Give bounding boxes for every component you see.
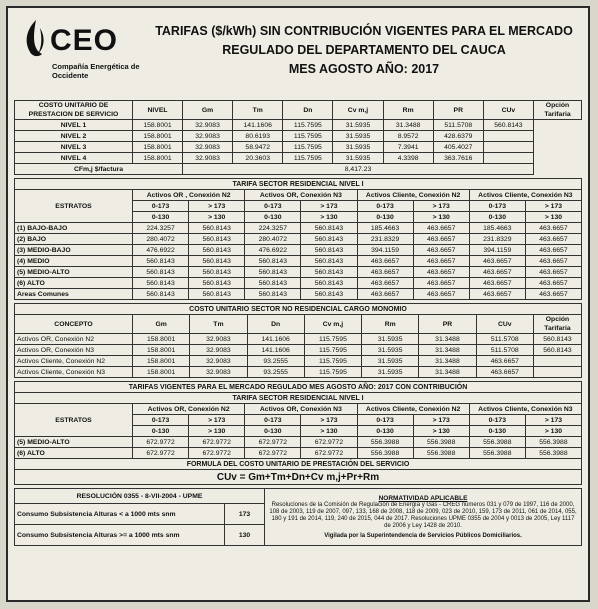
col-header: CUv [476,315,533,334]
section-title: TARIFA SECTOR RESIDENCIAL NIVEL I [15,179,582,190]
row-label: Activos Cliente, Conexión N3 [15,367,133,378]
table-row [15,278,582,289]
group-header: Activos OR , Conexión N2 [133,190,245,201]
table-row [15,131,582,142]
table-row [15,120,582,131]
table-row [15,223,582,234]
table-cell: 463.6657 [413,256,469,267]
table-cell: 463.6657 [413,234,469,245]
range-header: > 173 [525,201,581,212]
row-label: (6) ALTO [15,448,133,459]
table-cell: 560.8143 [301,256,357,267]
table-cell: 463.6657 [476,356,533,367]
row-label: NIVEL 4 [15,153,133,164]
table-cell: 224.3257 [133,223,189,234]
table-cell: 31.5935 [333,153,383,164]
table-cell: 672.9772 [133,448,189,459]
row-label: Areas Comunes [15,289,133,300]
table-cell: 560.8143 [301,278,357,289]
group-header: Activos OR, Conexión N3 [245,404,357,415]
table-cell: 560.8143 [189,223,245,234]
table-cell: 31.5935 [362,367,419,378]
table-cell: 463.6657 [525,223,581,234]
costo-unitario-table [14,100,582,175]
table-cell: 93.2555 [247,356,304,367]
range-header: 0-173 [245,415,301,426]
group-header: Activos Cliente, Conexión N3 [469,404,581,415]
table-cell: 31.3488 [419,367,476,378]
table-row [15,289,582,300]
formula-text: CUv = Gm+Tm+Dn+Cv m,j+Pr+Rm [15,470,582,485]
row-label: Activos OR, Conexión N3 [15,345,133,356]
table-cell: 463.6657 [525,289,581,300]
table-cell: 394.1159 [357,245,413,256]
range-header: > 130 [301,426,357,437]
table-cell: 428.6379 [433,131,483,142]
table-cell: 115.7595 [283,142,333,153]
table-cell: 394.1159 [469,245,525,256]
table-cell: 31.3488 [419,345,476,356]
footer-table [14,488,582,546]
table-cell: 141.1606 [233,120,283,131]
table-cell: 463.6657 [413,223,469,234]
range-header: > 130 [413,212,469,223]
con-contribucion-table [14,381,582,485]
table-cell: 560.8143 [245,289,301,300]
table-cell: 463.6657 [525,234,581,245]
col-header: Tm [190,315,247,334]
table-cell: 231.8329 [357,234,413,245]
table-cell: 560.8143 [133,267,189,278]
range-header: 0-173 [357,201,413,212]
table-cell: 463.6657 [525,256,581,267]
row-label: NIVEL 2 [15,131,133,142]
col-header: Rm [383,101,433,120]
col-header: Rm [362,315,419,334]
table-cell: 560.8143 [301,234,357,245]
t4-body [15,437,582,459]
table-cell: 560.8143 [133,256,189,267]
cf-row [15,164,582,175]
consumo-value-1: 173 [225,504,265,525]
table-cell: 7.3941 [383,142,433,153]
col-header: Cv m,j [304,315,361,334]
estratos-header: ESTRATOS [15,404,133,437]
table-cell: 31.5935 [333,142,383,153]
ceo-logo [22,18,140,98]
table-cell: 32.9083 [183,120,233,131]
table-cell: 556.3988 [525,448,581,459]
section-title: TARIFAS VIGENTES PARA EL MERCADO REGULADO MES AGOSTO AÑO: 2017 CON CONTRIBUCIÓN [15,382,582,393]
table-row [15,153,582,164]
table-row [15,345,582,356]
col-header: Gm [183,101,233,120]
table-cell [483,153,533,164]
table-cell: 463.6657 [413,289,469,300]
range-header: > 173 [301,415,357,426]
table-cell: 476.6922 [133,245,189,256]
table-cell: 560.8143 [133,278,189,289]
estratos-header: ESTRATOS [15,190,133,223]
table-cell: 32.9083 [183,142,233,153]
range-header: > 173 [189,415,245,426]
formula-title: FORMULA DEL COSTO UNITARIO DE PRESTACIÓN DEL SERVICIO [15,459,582,470]
row-label: Activos OR, Conexión N2 [15,334,133,345]
table-cell: 560.8143 [301,289,357,300]
resolucion-label: RESOLUCIÓN 0355 - 8-VII-2004 - UPME [15,489,265,504]
col-header: Dn [247,315,304,334]
table-cell: 560.8143 [189,245,245,256]
consumo-value-2: 130 [225,525,265,546]
range-header: > 130 [525,212,581,223]
table-cell: 158.8001 [133,356,190,367]
table-cell: 32.9083 [183,153,233,164]
range-header: 0-173 [133,415,189,426]
table-cell: 4.3398 [383,153,433,164]
residencial-table [14,178,582,300]
table-cell: 560.8143 [533,345,581,356]
table-cell: 463.6657 [413,278,469,289]
table-cell: 31.5935 [362,345,419,356]
group-header: Activos OR, Conexión N3 [245,190,357,201]
table-cell: 463.6657 [357,256,413,267]
consumo-label-1: Consumo Subsistencia Alturas < a 1000 mts snm [15,504,225,525]
table-cell: 158.8001 [133,334,190,345]
range-header: > 173 [525,415,581,426]
group-header: Activos Cliente, Conexión N2 [357,404,469,415]
row-label: (6) ALTO [15,278,133,289]
table-cell: 158.8001 [133,367,190,378]
table-row [15,437,582,448]
range-header: > 130 [189,426,245,437]
table-cell: 141.1606 [247,334,304,345]
table-cell: 31.3488 [419,334,476,345]
table-cell: 672.9772 [133,437,189,448]
table-cell: 158.8001 [133,131,183,142]
table-cell: 31.5935 [362,334,419,345]
col-header: PR [419,315,476,334]
row-label: (1) BAJO-BAJO [15,223,133,234]
table-row [15,267,582,278]
table-cell: 556.3988 [357,448,413,459]
table-cell: 93.2555 [247,367,304,378]
col-header: Tm [233,101,283,120]
table-cell: 58.9472 [233,142,283,153]
table-cell: 158.8001 [133,153,183,164]
t2-body [15,223,582,300]
page-title [154,22,574,79]
table-cell: 280.4072 [245,234,301,245]
table-cell: 672.9772 [245,448,301,459]
title-line-1: TARIFAS ($/kWh) SIN CONTRIBUCIÓN VIGENTES PARA EL MERCADO [155,24,573,38]
cf-label: CFm,j $/factura [15,164,183,175]
table-cell: 185.4663 [357,223,413,234]
range-header: 0-173 [133,201,189,212]
range-header: 0-130 [133,426,189,437]
table-cell: 158.8001 [133,345,190,356]
table-cell: 158.8001 [133,120,183,131]
table-cell: 31.5935 [333,120,383,131]
table-cell: 560.8143 [301,267,357,278]
row-label: (4) MEDIO [15,256,133,267]
section-title: COSTO UNITARIO SECTOR NO RESIDENCIAL CARGO MONOMIO [15,304,582,315]
logo-subtitle: Compañía Energética de Occidente [52,62,140,80]
range-header: 0-173 [469,415,525,426]
range-header: 0-130 [245,212,301,223]
t1-body [15,120,582,164]
table-cell: 560.8143 [189,289,245,300]
table-row [15,245,582,256]
logo-text: CEO [50,24,119,57]
table-cell [483,131,533,142]
table-cell: 511.5708 [476,345,533,356]
table-cell [533,367,581,378]
range-header: 0-130 [357,212,413,223]
table-cell: 463.6657 [357,267,413,278]
table-cell: 363.7616 [433,153,483,164]
table-cell: 560.8143 [189,267,245,278]
row-label: Activos Cliente, Conexión N2 [15,356,133,367]
table-cell: 115.7595 [304,334,361,345]
table-cell: 463.6657 [525,267,581,278]
table-row [15,356,582,367]
col-header: PR [433,101,483,120]
table-cell: 560.8143 [245,256,301,267]
row-label: (2) BAJO [15,234,133,245]
row-label: NIVEL 1 [15,120,133,131]
table-cell: 31.3488 [383,120,433,131]
col-header: Opción Tarifaria [534,101,582,120]
row-label: (5) MEDIO-ALTO [15,437,133,448]
table-cell: 8.9572 [383,131,433,142]
table-row [15,234,582,245]
costo-unitario-label: COSTO UNITARIO DE PRESTACION DE SERVICIO [15,101,133,120]
table-cell: 463.6657 [525,245,581,256]
col-header: Cv m,j [333,101,383,120]
table-cell: 31.3488 [419,356,476,367]
table-row [15,334,582,345]
norm-title: NORMATIVIDAD APLICABLE [378,494,468,502]
table-cell: 115.7595 [283,120,333,131]
range-header: 0-130 [469,426,525,437]
table-cell: 672.9772 [189,448,245,459]
row-label: (5) MEDIO-ALTO [15,267,133,278]
table-cell: 32.9083 [183,131,233,142]
no-residencial-table [14,303,582,378]
table-cell: 476.6922 [245,245,301,256]
row-label: NIVEL 3 [15,142,133,153]
table-cell: 463.6657 [413,245,469,256]
range-header: 0-130 [357,426,413,437]
table-row [15,448,582,459]
consumo-label-2: Consumo Subsistencia Alturas >= a 1000 mts snm [15,525,225,546]
table-cell: 31.5935 [333,131,383,142]
table-cell: 463.6657 [525,278,581,289]
range-header: > 130 [189,212,245,223]
table-cell: 32.9083 [190,334,247,345]
table-cell: 672.9772 [245,437,301,448]
table-cell: 463.6657 [469,289,525,300]
table-cell [483,142,533,153]
table-cell: 141.1606 [247,345,304,356]
table-cell: 280.4072 [133,234,189,245]
group-header: Activos Cliente, Conexión N2 [357,190,469,201]
range-header: 0-173 [469,201,525,212]
table-cell: 560.8143 [189,278,245,289]
table-cell: 463.6657 [357,289,413,300]
col-header: Dn [283,101,333,120]
range-header: 0-130 [469,212,525,223]
table-cell [533,356,581,367]
table-cell: 32.9083 [190,367,247,378]
range-header: 0-173 [357,415,413,426]
section-subtitle: TARIFA SECTOR RESIDENCIAL NIVEL I [15,393,582,404]
range-header: > 130 [413,426,469,437]
table-cell: 463.6657 [469,278,525,289]
table-cell: 560.8143 [189,256,245,267]
table-cell: 672.9772 [301,437,357,448]
range-header: 0-173 [245,201,301,212]
table-cell: 560.8143 [189,234,245,245]
table-cell: 556.3988 [469,437,525,448]
table-cell: 463.6657 [357,278,413,289]
group-header: Activos Cliente, Conexión N3 [469,190,581,201]
col-header: Opción Tarifaria [533,315,581,334]
table-cell: 556.3988 [525,437,581,448]
norm-text: Resoluciones de la Comisión de Regulación de Energía y Gas - CREG números 031 y 079 de 1997, 116 de 2000, 108 de 2003, 119 de 2007, 097, 133, 168 de 2008, 118 de 2009, 023 de 2010, 159, 173 de 2011, 061 de 2014, 055, 180 y 191 de 2014, 119, 240 de 2015, 044 de 2017. Resoluciones UPME 0355 de 2004 y 0013 de 2005, Ley 1117 de 2006 y Ley 1428 de 2010. [269,501,577,529]
table-cell: 556.3988 [357,437,413,448]
table-cell: 556.3988 [413,437,469,448]
table-cell: 405.4027 [433,142,483,153]
cf-value: 8,417.23 [183,164,534,175]
table-cell: 463.6657 [413,267,469,278]
table-row [15,367,582,378]
range-header: > 173 [301,201,357,212]
table-cell: 463.6657 [469,267,525,278]
title-line-3: MES AGOSTO AÑO: 2017 [288,62,440,76]
range-header: > 130 [301,212,357,223]
table-cell: 560.8143 [133,289,189,300]
table-cell: 31.5935 [362,356,419,367]
table-cell: 115.7595 [304,356,361,367]
table-cell: 560.8143 [301,245,357,256]
title-line-2: REGULADO DEL DEPARTAMENTO DEL CAUCA [222,43,506,57]
flame-logo-icon [22,18,48,62]
range-header: > 130 [525,426,581,437]
table-row [15,256,582,267]
table-cell: 556.3988 [413,448,469,459]
table-cell: 231.8329 [469,234,525,245]
table-cell: 511.5708 [433,120,483,131]
table-cell: 185.4663 [469,223,525,234]
table-cell: 560.8143 [301,223,357,234]
col-header: CONCEPTO [15,315,133,334]
table-cell: 32.9083 [190,345,247,356]
table-cell: 115.7595 [304,367,361,378]
table-cell: 80.6193 [233,131,283,142]
table-cell: 463.6657 [476,367,533,378]
table-row [15,142,582,153]
range-header: > 173 [413,201,469,212]
col-header: CUv [483,101,533,120]
table-cell: 158.8001 [133,142,183,153]
vigilada-text: Vigilada por la Superintendencia de Servicios Públicos Domiciliarios. [324,532,522,539]
table-cell: 511.5708 [476,334,533,345]
row-label: (3) MEDIO-BAJO [15,245,133,256]
table-cell: 32.9083 [190,356,247,367]
table-cell: 560.8143 [483,120,533,131]
range-header: > 173 [413,415,469,426]
tariff-sheet [6,6,590,602]
range-header: > 173 [189,201,245,212]
table-cell: 560.8143 [245,267,301,278]
table-cell: 556.3988 [469,448,525,459]
table-cell: 20.3603 [233,153,283,164]
col-header: NIVEL [133,101,183,120]
table-cell: 115.7595 [283,153,333,164]
header [14,12,582,100]
table-cell: 115.7595 [304,345,361,356]
col-header: Gm [133,315,190,334]
table-cell: 560.8143 [245,278,301,289]
table-cell: 672.9772 [189,437,245,448]
t3-body [15,334,582,378]
table-cell: 560.8143 [533,334,581,345]
table-cell: 463.6657 [469,256,525,267]
group-header: Activos OR, Conexión N2 [133,404,245,415]
range-header: 0-130 [245,426,301,437]
table-cell: 224.3257 [245,223,301,234]
table-cell: 672.9772 [301,448,357,459]
table-cell: 115.7595 [283,131,333,142]
range-header: 0-130 [133,212,189,223]
